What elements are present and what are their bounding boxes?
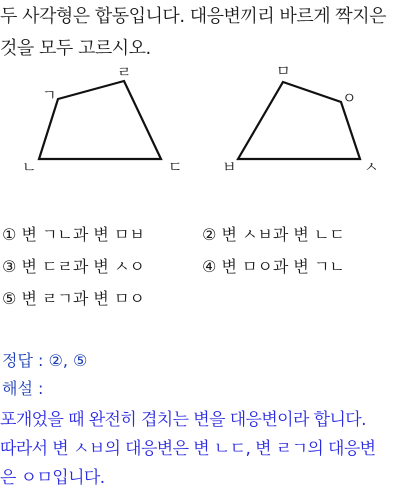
option-text: 변 ㄷㄹ과 변 ㅅㅇ — [21, 257, 145, 276]
option-5[interactable] — [2, 286, 145, 309]
label-giyeok: ㄱ — [42, 86, 57, 104]
option-number: ⑤ — [2, 289, 17, 308]
option-text: 변 ㅁㅇ과 변 ㄱㄴ — [221, 257, 345, 276]
option-number: ④ — [202, 257, 217, 276]
quadrilateral-figures — [0, 60, 400, 180]
question-line-2: 것을 모두 고르시오. — [0, 38, 151, 59]
option-number: ③ — [2, 257, 17, 276]
explanation-line-1: 포개었을 때 완전히 겹치는 변을 대응변이라 합니다. — [0, 410, 366, 430]
answer-line — [2, 348, 87, 371]
question-line-1: 두 사각형은 합동입니다. 대응변끼리 바르게 짝지은 — [0, 6, 386, 27]
option-4[interactable] — [202, 254, 345, 277]
option-text: 변 ㄱㄴ과 변 ㅁㅂ — [21, 225, 145, 244]
option-text: 변 ㅅㅂ과 변 ㄴㄷ — [221, 225, 345, 244]
label-bieup: ㅂ — [222, 158, 237, 176]
label-mieum: ㅁ — [276, 62, 291, 80]
option-number: ② — [202, 225, 217, 244]
option-text: 변 ㄹㄱ과 변 ㅁㅇ — [21, 289, 145, 308]
left-quadrilateral — [39, 81, 161, 159]
option-2[interactable] — [202, 222, 345, 245]
option-number: ① — [2, 225, 17, 244]
answer-value: ②, ⑤ — [48, 351, 88, 370]
explanation-line-3: 은 ㅇㅁ입니다. — [0, 468, 105, 488]
label-digeut: ㄷ — [168, 158, 183, 176]
explanation-label: 해설 : — [2, 379, 44, 398]
option-1[interactable] — [2, 222, 145, 245]
answer-label: 정답 : — [2, 351, 44, 370]
label-ieung: ㅇ — [342, 89, 357, 107]
label-siot: ㅅ — [364, 158, 379, 176]
label-nieun: ㄴ — [22, 158, 37, 176]
option-3[interactable] — [2, 254, 145, 277]
label-rieul: ㄹ — [117, 63, 132, 81]
explanation-line-2: 따라서 변 ㅅㅂ의 대응변은 변 ㄴㄷ, 변 ㄹㄱ의 대응변 — [0, 439, 376, 459]
